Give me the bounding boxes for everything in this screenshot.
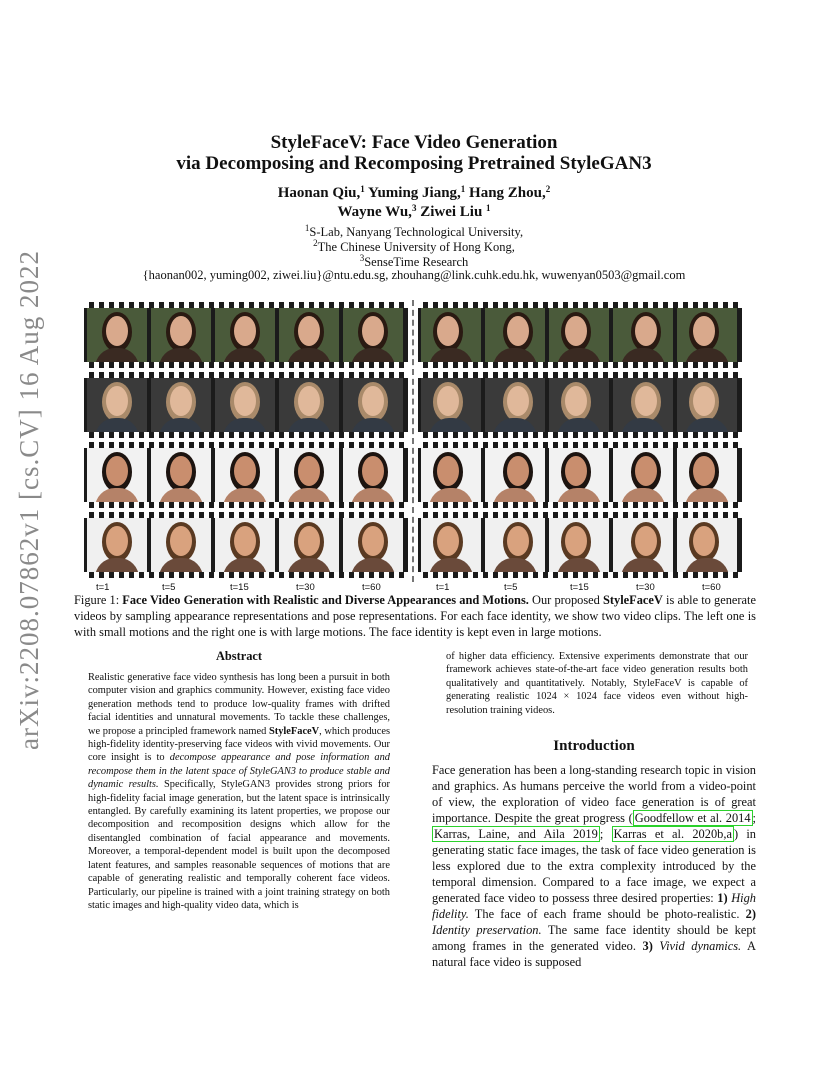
face [437, 526, 459, 556]
shoulders [493, 418, 537, 432]
affil-sup: 1 [304, 223, 310, 233]
face [693, 316, 715, 346]
shoulders [287, 558, 331, 572]
face [437, 456, 459, 486]
face [298, 316, 320, 346]
arxiv-stamp-text: arXiv:2208.07862v1 [cs.CV] 16 Aug 2022 [14, 250, 44, 750]
video-frame [151, 308, 211, 362]
video-frame [677, 308, 737, 362]
video-frame [549, 518, 609, 572]
video-frame [549, 448, 609, 502]
shoulders [685, 418, 729, 432]
time-label: t=60 [362, 582, 381, 593]
shoulders [351, 348, 395, 362]
caption-text-rest: is able to generate videos by sampling appearance representations and pose representations. For each face identity, we show two video clips. The left one is with small motions and the right one is with large motions. The face identity is kept even in large motions. [74, 593, 756, 639]
face [106, 526, 128, 556]
face [507, 456, 529, 486]
film-strip [84, 442, 408, 508]
intro-text: The same face identity should be kept among frames in the generated video. [432, 923, 756, 953]
film-strip [418, 302, 742, 368]
shoulders [95, 558, 139, 572]
author-affil-sup: 1 [360, 184, 365, 194]
shoulders [429, 418, 473, 432]
property-name: High fidelity. [432, 891, 756, 921]
shoulders [429, 488, 473, 502]
author-name: Ziwei Liu [420, 204, 483, 220]
face [170, 526, 192, 556]
property-name: Identity preservation. [432, 923, 542, 937]
video-frame [215, 448, 275, 502]
face [362, 386, 384, 416]
time-label: t=15 [230, 582, 249, 593]
shoulders [621, 418, 665, 432]
shoulders [223, 418, 267, 432]
face [106, 456, 128, 486]
film-strip [418, 442, 742, 508]
sprocket-holes [84, 502, 408, 508]
abstract-method-name: StyleFaceV [268, 725, 320, 737]
authors-line-1 [0, 184, 828, 203]
shoulders [685, 348, 729, 362]
figure-caption [74, 592, 756, 640]
property-name: Vivid dynamics. [652, 939, 742, 953]
face [170, 456, 192, 486]
shoulders [557, 348, 601, 362]
caption-method-name: StyleFaceV [603, 593, 663, 607]
shoulders [95, 418, 139, 432]
video-frame [677, 518, 737, 572]
video-frame [279, 378, 339, 432]
time-label: t=1 [436, 582, 450, 593]
face [234, 386, 256, 416]
shoulders [351, 488, 395, 502]
face [170, 316, 192, 346]
paper-title-line-1: StyleFaceV: Face Video Generation [270, 132, 558, 153]
face [693, 526, 715, 556]
affiliation-1 [0, 225, 828, 240]
caption-text: Our proposed [528, 593, 604, 607]
face [234, 456, 256, 486]
video-frame [421, 308, 481, 362]
shoulders [159, 558, 203, 572]
citation-link[interactable]: Karras et al. 2020b,a [613, 827, 732, 841]
affil-text: S-Lab, Nanyang Technological University, [309, 225, 524, 239]
shoulders [685, 488, 729, 502]
affil-sup: 3 [359, 253, 365, 263]
time-label: t=5 [162, 582, 176, 593]
video-frame [343, 378, 403, 432]
video-frame [87, 448, 147, 502]
face [298, 526, 320, 556]
video-frame [215, 378, 275, 432]
face [635, 386, 657, 416]
video-frame [549, 378, 609, 432]
abstract-continuation: of higher data efficiency. Extensive experiments demonstrate that our framework achieves state-of-the-art face video generation results both qualitatively and quantitatively. Notably, StyleFaceV is capable of generating realistic 1024 × 1024 face videos even without high-resolution training videos. [446, 651, 748, 716]
video-frame [421, 448, 481, 502]
time-label: t=5 [504, 582, 518, 593]
sprocket-holes [418, 502, 742, 508]
author-name: Haonan Qiu, [277, 185, 361, 201]
video-frame [151, 518, 211, 572]
shoulders [557, 488, 601, 502]
shoulders [287, 348, 331, 362]
video-frame [549, 308, 609, 362]
face [437, 386, 459, 416]
intro-text: A natural face video is supposed [432, 939, 756, 969]
author-name: Hang Zhou, [469, 185, 546, 201]
video-frame [485, 518, 545, 572]
video-frame [343, 308, 403, 362]
face [693, 456, 715, 486]
video-frame [87, 308, 147, 362]
intro-text: ; [752, 811, 756, 825]
abstract-body [88, 671, 390, 912]
film-strip [418, 372, 742, 438]
time-label: t=60 [702, 582, 721, 593]
shoulders [287, 418, 331, 432]
shoulders [351, 558, 395, 572]
author-name: Yuming Jiang, [367, 185, 461, 201]
face [106, 386, 128, 416]
video-frame [613, 378, 673, 432]
video-frame [421, 378, 481, 432]
sprocket-holes [418, 362, 742, 368]
video-frame [421, 518, 481, 572]
face [362, 526, 384, 556]
time-label: t=30 [636, 582, 655, 593]
author-affil-sup: 3 [411, 203, 417, 213]
video-frame [215, 518, 275, 572]
caption-prefix: Figure 1: [74, 593, 123, 607]
film-strip [418, 512, 742, 578]
intro-text: ) in generating static face images, the task of face video generation is less explored due to the extra complexity introduced by the temporal dimension. Compared to a face image, we expect a generated face video to possess three desired properties: [432, 827, 756, 905]
face [106, 316, 128, 346]
video-frame [613, 448, 673, 502]
abstract-text: Specifically, StyleGAN3 provides strong priors for high-fidelity facial image generation, but the latent space is intrinsically entangled. By carefully examining its latent properties, we propose our decomposition and recomposition designs which allow for the disentangled combination of facial appearance and movements. Moreover, a temporal-dependent model is built upon the decomposed latent features, and samples reasonable sequences of motions that are capable of generating realistic and temporally coherent face videos. Particularly, our pipeline is trained with a joint training strategy on both static images and high-quality video data, which is [88, 779, 390, 911]
video-frame [87, 378, 147, 432]
shoulders [493, 488, 537, 502]
property-number: 3) [642, 939, 653, 953]
shoulders [351, 418, 395, 432]
video-frame [279, 448, 339, 502]
shoulders [685, 558, 729, 572]
face [565, 456, 587, 486]
shoulders [429, 348, 473, 362]
abstract-text: , which produces high-fidelity identity-preserving face videos with vivid movements. Our core insight is to [88, 725, 390, 764]
video-frame [279, 308, 339, 362]
shoulders [95, 348, 139, 362]
video-frame [485, 308, 545, 362]
citation-link[interactable]: Karras, Laine, and Aila 2019 [434, 827, 598, 841]
film-strip [84, 302, 408, 368]
shoulders [621, 488, 665, 502]
face [693, 386, 715, 416]
face [234, 316, 256, 346]
video-frame [485, 378, 545, 432]
property-number: 2) [745, 907, 756, 921]
shoulders [95, 488, 139, 502]
affil-text: SenseTime Research [364, 255, 469, 269]
shoulders [159, 348, 203, 362]
face [565, 316, 587, 346]
figure-divider [412, 300, 414, 582]
abstract-text: Realistic generative face video synthesis has long been a pursuit in both computer vision and graphics community. However, existing face video generation methods tend to produce low-quality frames with drifted facial identities and unnatural movements. To tackle these challenges, we propose a principled framework named [88, 672, 390, 737]
video-frame [343, 448, 403, 502]
sprocket-holes [84, 362, 408, 368]
sprocket-holes [418, 432, 742, 438]
author-emails: {haonan002, yuming002, ziwei.liu}@ntu.edu.sg, zhouhang@link.cuhk.edu.hk, wuwenyan0503@gmail.com [142, 268, 686, 282]
shoulders [621, 558, 665, 572]
face [437, 316, 459, 346]
face [298, 386, 320, 416]
face [635, 456, 657, 486]
shoulders [493, 348, 537, 362]
time-label: t=1 [96, 582, 110, 593]
video-frame [613, 518, 673, 572]
author-affil-sup: 1 [460, 184, 466, 194]
face [362, 456, 384, 486]
video-frame [151, 448, 211, 502]
face [507, 526, 529, 556]
time-label: t=15 [570, 582, 589, 593]
shoulders [159, 488, 203, 502]
abstract-insight: decompose appearance and pose information and recompose them in the latent space of StyleGAN3 to produce stable and dynamic results. [88, 752, 390, 791]
shoulders [223, 488, 267, 502]
citation-link[interactable]: Goodfellow et al. 2014 [634, 811, 751, 825]
shoulders [557, 558, 601, 572]
author-affil-sup: 1 [486, 203, 491, 213]
video-frame [151, 378, 211, 432]
author-affil-sup: 2 [545, 184, 551, 194]
introduction-heading: Introduction [553, 738, 635, 754]
author-name: Wayne Wu, [337, 204, 412, 220]
intro-text: The face of each frame should be photo-realistic. [468, 907, 746, 921]
paper-title-line-2: via Decomposing and Recomposing Pretrained StyleGAN3 [176, 153, 652, 174]
property-number: 1) [717, 891, 728, 905]
face [635, 316, 657, 346]
video-frame [343, 518, 403, 572]
face [507, 386, 529, 416]
shoulders [557, 418, 601, 432]
sprocket-holes [418, 572, 742, 578]
video-frame [87, 518, 147, 572]
film-strip [84, 512, 408, 578]
authors-line-2 [0, 203, 828, 222]
shoulders [493, 558, 537, 572]
face [298, 456, 320, 486]
face [565, 526, 587, 556]
sprocket-holes [84, 432, 408, 438]
video-frame [677, 448, 737, 502]
shoulders [287, 488, 331, 502]
face [170, 386, 192, 416]
face [362, 316, 384, 346]
shoulders [621, 348, 665, 362]
introduction-body [432, 762, 756, 970]
shoulders [159, 418, 203, 432]
video-frame [677, 378, 737, 432]
face [234, 526, 256, 556]
caption-bold: Face Video Generation with Realistic and Diverse Appearances and Motions. [122, 593, 529, 607]
film-strip [84, 372, 408, 438]
shoulders [223, 348, 267, 362]
face [565, 386, 587, 416]
shoulders [429, 558, 473, 572]
intro-text: Face generation has been a long-standing research topic in vision and graphics. As humans perceive the world from a video-point of view, the exploration of video face generation is of great importance. Despite the great progress ( [432, 763, 756, 825]
figure-1 [84, 300, 742, 593]
shoulders [223, 558, 267, 572]
face [507, 316, 529, 346]
video-frame [279, 518, 339, 572]
affil-text: The Chinese University of Hong Kong, [317, 240, 515, 254]
sprocket-holes [84, 572, 408, 578]
abstract-heading: Abstract [215, 649, 263, 663]
intro-text: ; [599, 827, 612, 841]
video-frame [613, 308, 673, 362]
arxiv-stamp [14, 250, 54, 750]
affiliation-2 [0, 240, 828, 255]
affil-sup: 2 [313, 238, 318, 248]
video-frame [215, 308, 275, 362]
time-label: t=30 [296, 582, 315, 593]
video-frame [485, 448, 545, 502]
face [635, 526, 657, 556]
